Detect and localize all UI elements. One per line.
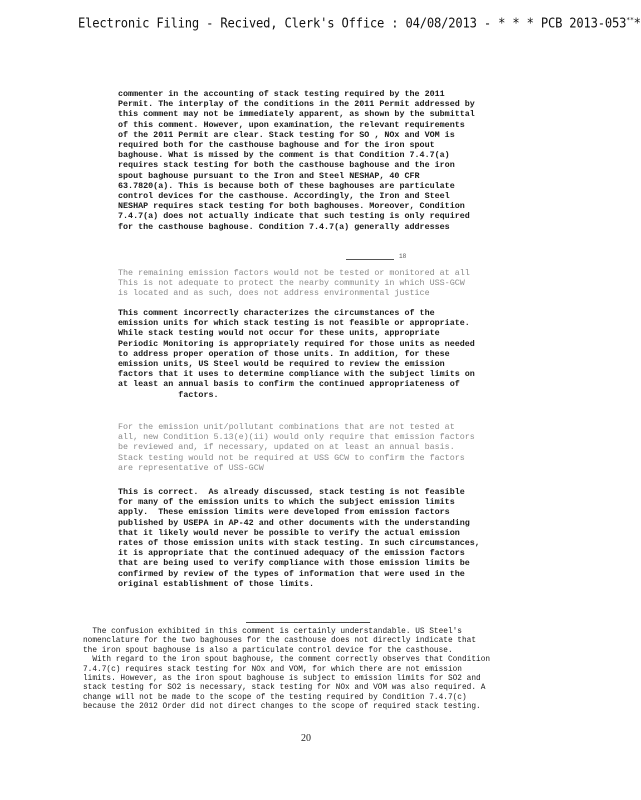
footnote-reference: 18	[399, 253, 407, 260]
filing-stamp-text: Electronic Filing - Recived, Clerk's Office : 04/08/2013 - * * * PCB 2013-053	[78, 16, 627, 32]
comment-text-2: For the emission unit/pollutant combinations that are not tested at all, new Condition 5.13(e)(ii) would only require that emission factors be reviewed and, if necessary, updated on at least an annual basis. Stack testing would not be required at USS GCW to confirm the factors are representative of USS-GCW	[118, 422, 475, 473]
response-paragraph-2	[118, 308, 475, 400]
inline-rule	[346, 259, 394, 260]
response-text-3: This is correct. As already discussed, stack testing is not feasible for many of the emission units to which the subject emission limits apply. These emission limits were developed from emission factors published by USEPA in AP-42 and other documents with the understanding that it likely would never be possible to verify the actual emission rates of those emission units with stack testing. In such circumstances, it is appropriate that the continued adequacy of the emission factors that are being used to verify compliance with those emission limits be confirmed by review of the types of information that were used in the original establishment of those limits.	[118, 487, 480, 589]
response-text-2: This comment incorrectly characterizes the circumstances of the emission units for which stack testing is not feasible or appropriate. While stack testing would not occur for these units, appropriate Periodic Monitoring is appropriately required for those units as needed to address proper operation of those units. In addition, for these emission units, US Steel would be required to review the emission factors that it uses to determine compliance with the subject limits on at least an annual basis to confirm the continued appropriateness of factors.	[118, 308, 475, 400]
response-paragraph-3	[118, 487, 480, 589]
footnote-block	[83, 628, 490, 713]
response-text-1: commenter in the accounting of stack testing required by the 2011 Permit. The interplay of the conditions in the 2011 Permit addressed by this comment may not be immediately apparent, as shown by the submittal of this comment. However, upon examination, the relevant requirements of the 2011 Permit are clear. Stack testing for SO , NOx and VOM is required both for the casthouse baghouse and for the iron spout baghouse. What is missed by the comment is that Condition 7.4.7(a) requires stack testing for both the casthouse baghouse and the iron spout baghouse pursuant to the Iron and Steel NESHAP, 40 CFR 63.7820(a). This is because both of these baghouses are particulate control devices for the casthouse. Accordingly, the Iron and Steel NESHAP requires stack testing for both baghouses. Moreover, Condition 7.4.7(a) does not actually indicate that such testing is only required for the casthouse baghouse. Condition 7.4.7(a) generally addresses	[118, 89, 475, 232]
response-paragraph-1	[118, 89, 475, 232]
page-number: 20	[301, 733, 311, 744]
filing-stamp-header	[78, 16, 641, 32]
comment-paragraph-1	[118, 268, 470, 299]
comment-paragraph-2	[118, 422, 475, 473]
filing-stamp-mark: **	[626, 16, 634, 24]
comment-text-1: The remaining emission factors would not be tested or monitored at all This is not adequate to protect the nearby community in which USS-GCW is located and as such, does not address environmental justice	[118, 268, 470, 299]
footnote-divider	[246, 622, 370, 623]
footnote-text: The confusion exhibited in this comment is certainly understandable. US Steel's nomenclature for the two baghouses for the casthouse does not directly indicate that the iron spout baghouse is also a particulate control device for the casthouse. With regard to the iron spout baghouse, the comment correctly observes that Condition 7.4.7(c) requires stack testing for NOx and VOM, for which there are not emission limits. However, as the iron spout baghouse is subject to emission limits for SO2 and stack testing for SO2 is necessary, stack testing for NOx and VOM was also required. A change will not be made to the scope of the testing required by Condition 7.4.7(c) because the 2012 Order did not direct changes to the scope of required stack testing.	[83, 628, 491, 712]
filing-stamp-tail: *	[633, 16, 641, 32]
